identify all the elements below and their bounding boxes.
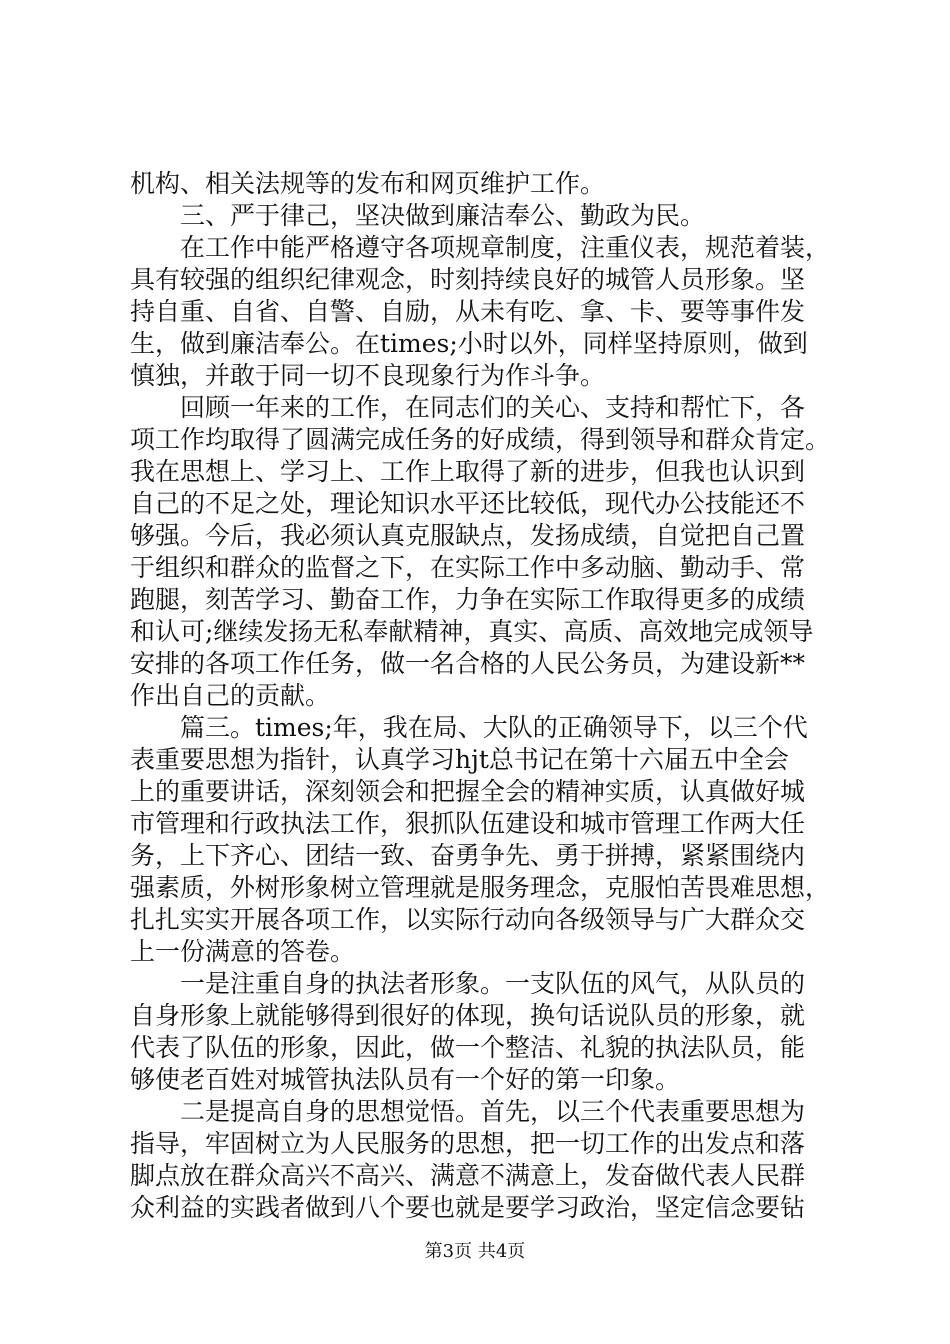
text-line: 二是提高自身的思想觉悟。首先，以三个代表重要思想为: [130, 1097, 806, 1126]
text-line: 具有较强的组织纪律观念，时刻持续良好的城管人员形象。坚: [130, 265, 806, 294]
text-line: 机构、相关法规等的发布和网页维护工作。: [130, 169, 606, 198]
text-line: 一是注重自身的执法者形象。一支队伍的风气，从队员的: [130, 969, 806, 998]
text-line: 我在思想上、学习上、工作上取得了新的进步，但我也认识到: [130, 457, 806, 486]
text-line: 自己的不足之处，理论知识水平还比较低，现代办公技能还不: [130, 489, 806, 518]
text-line: 于组织和群众的监督之下，在实际工作中多动脑、勤动手、常: [130, 553, 806, 582]
text-line: 脚点放在群众高兴不高兴、满意不满意上，发奋做代表人民群: [130, 1161, 806, 1190]
text-line: 三、严于律己，坚决做到廉洁奉公、勤政为民。: [130, 201, 706, 230]
text-line: 众利益的实践者做到八个要也就是要学习政治，坚定信念要钻: [130, 1193, 806, 1222]
text-line: 安排的各项工作任务，做一名合格的人民公务员，为建设新**: [130, 649, 806, 678]
text-line: 务，上下齐心、团结一致、奋勇争先、勇于拼搏，紧紧围绕内: [130, 841, 806, 870]
text-line: 市管理和行政执法工作，狠抓队伍建设和城市管理工作两大任: [130, 809, 806, 838]
text-line: 够强。今后，我必须认真克服缺点，发扬成绩，自觉把自己置: [130, 521, 806, 550]
text-line: 代表了队伍的形象，因此，做一个整洁、礼貌的执法队员，能: [130, 1033, 806, 1062]
text-line: 上一份满意的答卷。: [130, 937, 356, 966]
text-line: 强素质，外树形象树立管理就是服务理念，克服怕苦畏难思想，: [130, 873, 831, 902]
text-line: 表重要思想为指针，认真学习hjt总书记在第十六届五中全会: [130, 745, 789, 774]
text-line: 上的重要讲话，深刻领会和把握全会的精神实质，认真做好城: [130, 777, 806, 806]
text-line: 在工作中能严格遵守各项规章制度，注重仪表，规范着装，: [130, 233, 831, 262]
text-line: 作出自己的贡献。: [130, 681, 331, 710]
text-line: 回顾一年来的工作，在同志们的关心、支持和帮忙下，各: [130, 393, 806, 422]
text-line: 和认可;继续发扬无私奉献精神，真实、高质、高效地完成领导: [130, 617, 814, 646]
page-number-footer: 第3页 共4页: [424, 1241, 526, 1262]
text-line: 指导，牢固树立为人民服务的思想，把一切工作的出发点和落: [130, 1129, 806, 1158]
text-line: 够使老百姓对城管执法队员有一个好的第一印象。: [130, 1065, 681, 1094]
text-line: 自身形象上就能够得到很好的体现，换句话说队员的形象，就: [130, 1001, 806, 1030]
text-line: 跑腿，刻苦学习、勤奋工作，力争在实际工作取得更多的成绩: [130, 585, 806, 614]
text-line: 项工作均取得了圆满完成任务的好成绩，得到领导和群众肯定。: [130, 425, 831, 454]
text-line: 持自重、自省、自警、自励，从未有吃、拿、卡、要等事件发: [130, 297, 806, 326]
text-line: 生，做到廉洁奉公。在times;小时以外，同样坚持原则，做到: [130, 329, 808, 358]
text-line: 扎扎实实开展各项工作，以实际行动向各级领导与广大群众交: [130, 905, 806, 934]
text-line: 慎独，并敢于同一切不良现象行为作斗争。: [130, 361, 606, 390]
text-line: 篇三。times;年，我在局、大队的正确领导下，以三个代: [130, 713, 808, 742]
document-body: [130, 168, 840, 1224]
